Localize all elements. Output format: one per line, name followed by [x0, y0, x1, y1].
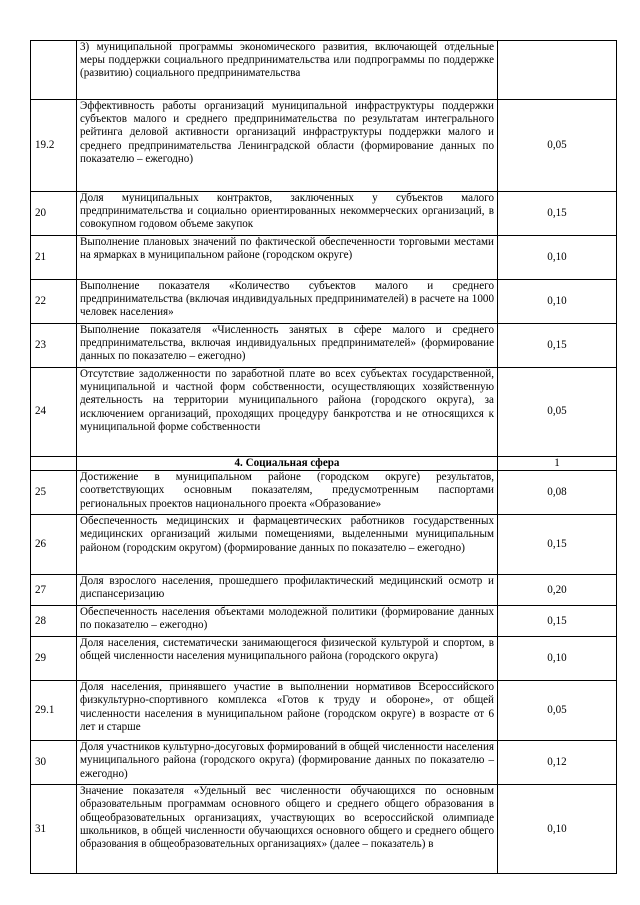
row-weight: 0,15	[498, 324, 617, 368]
row-description: Доля муниципальных контрактов, заключенных у субъектов малого предпринимательства и социально ориентированных некоммерческих организаций, в совокупном годовом объеме закупок	[77, 192, 498, 236]
row-weight: 0,12	[498, 741, 617, 785]
row-description: Доля населения, принявшего участие в выполнении нормативов Всероссийского физкультурно-спортивного комплекса «Готов к труду и обороне», от общей численности населения в муниципальном районе (городском округе) в возрасте от 6 лет и старше	[77, 681, 498, 741]
table-row	[31, 515, 617, 575]
table-row	[31, 236, 617, 280]
row-number: 29	[31, 637, 77, 681]
row-description: 3) муниципальной программы экономического развития, включающей отдельные меры поддержки социального предпринимательства или подпрограммы по поддержке (развитию) социального предпринимательства	[77, 41, 498, 100]
row-number	[31, 41, 77, 100]
table-row	[31, 324, 617, 368]
row-weight: 0,10	[498, 637, 617, 681]
indicators-table	[30, 40, 617, 874]
row-description: Значение показателя «Удельный вес численности обучающихся по основным образовательным программам основного общего и среднего общего образования в общеобразовательных организациях, участвующих во всероссийской олимпиаде школьников, в общей численности обучающихся основного общего и среднего общего образования в общеобразовательных организациях» (далее – показатель) в	[77, 785, 498, 874]
document-page	[30, 40, 616, 874]
table-row	[31, 100, 617, 192]
row-description: Отсутствие задолженности по заработной плате во всех субъектах государственной, муниципальной и частной форм собственности, осуществляющих хозяйственную деятельность на территории муниципального района (городского округа), за исключением организаций, проходящих процедуру банкротства и не относящихся к муниципальной форме собственности	[77, 368, 498, 457]
table-row	[31, 41, 617, 100]
section-weight: 1	[498, 457, 617, 471]
row-number: 22	[31, 280, 77, 324]
row-number: 26	[31, 515, 77, 575]
row-number: 23	[31, 324, 77, 368]
table-row	[31, 637, 617, 681]
row-number: 19.2	[31, 100, 77, 192]
row-description: Достижение в муниципальном районе (городском округе) результатов, соответствующих основным показателям, предусмотренным паспортами региональных проектов национального проекта «Образование»	[77, 471, 498, 515]
row-weight: 0,08	[498, 471, 617, 515]
section-title: 4. Социальная сфера	[77, 457, 498, 471]
table-row	[31, 575, 617, 606]
row-weight: 0,05	[498, 681, 617, 741]
row-description: Обеспеченность медицинских и фармацевтических работников государственных медицинских организаций жилыми помещениями, выделенными муниципальным районом (городским округом) (формирование данных по показателю – ежегодно)	[77, 515, 498, 575]
row-description: Доля взрослого населения, прошедшего профилактический медицинский осмотр и диспансеризацию	[77, 575, 498, 606]
row-number: 30	[31, 741, 77, 785]
table-row	[31, 368, 617, 457]
row-description: Выполнение показателя «Численность занятых в сфере малого и среднего предпринимательства, включая индивидуальных предпринимателей» (формирование данных по показателю – ежегодно)	[77, 324, 498, 368]
table-row	[31, 606, 617, 637]
row-weight: 0,10	[498, 236, 617, 280]
row-number	[31, 457, 77, 471]
row-weight: 0,05	[498, 368, 617, 457]
row-number: 20	[31, 192, 77, 236]
table-row	[31, 280, 617, 324]
table-row	[31, 192, 617, 236]
row-weight	[498, 41, 617, 100]
row-description: Выполнение плановых значений по фактической обеспеченности торговыми местами на ярмарках в муниципальном районе (городском округе)	[77, 236, 498, 280]
row-number: 28	[31, 606, 77, 637]
row-description: Эффективность работы организаций муниципальной инфраструктуры поддержки субъектов малого и среднего предпринимательства по результатам интегрального рейтинга деловой активности организаций инфраструктуры поддержки малого и среднего предпринимательства Ленинградской области (формирование данных по показателю – ежегодно)	[77, 100, 498, 192]
row-number: 21	[31, 236, 77, 280]
row-number: 24	[31, 368, 77, 457]
row-weight: 0,20	[498, 575, 617, 606]
section-header-row	[31, 457, 617, 471]
row-weight: 0,05	[498, 100, 617, 192]
table-row	[31, 471, 617, 515]
row-number: 27	[31, 575, 77, 606]
row-weight: 0,15	[498, 606, 617, 637]
row-number: 25	[31, 471, 77, 515]
row-description: Обеспеченность населения объектами молодежной политики (формирование данных по показателю – ежегодно)	[77, 606, 498, 637]
table-row	[31, 741, 617, 785]
row-weight: 0,10	[498, 280, 617, 324]
row-number: 29.1	[31, 681, 77, 741]
table-row	[31, 681, 617, 741]
row-weight: 0,15	[498, 515, 617, 575]
row-description: Доля населения, систематически занимающегося физической культурой и спортом, в общей численности населения муниципального района (городского округа)	[77, 637, 498, 681]
table-row	[31, 785, 617, 874]
row-number: 31	[31, 785, 77, 874]
row-description: Выполнение показателя «Количество субъектов малого и среднего предпринимательства (включая индивидуальных предпринимателей) в расчете на 1000 человек населения»	[77, 280, 498, 324]
row-weight: 0,15	[498, 192, 617, 236]
row-description: Доля участников культурно-досуговых формирований в общей численности населения муниципального района (городского округа) (формирование данных по показателю – ежегодно)	[77, 741, 498, 785]
row-weight: 0,10	[498, 785, 617, 874]
